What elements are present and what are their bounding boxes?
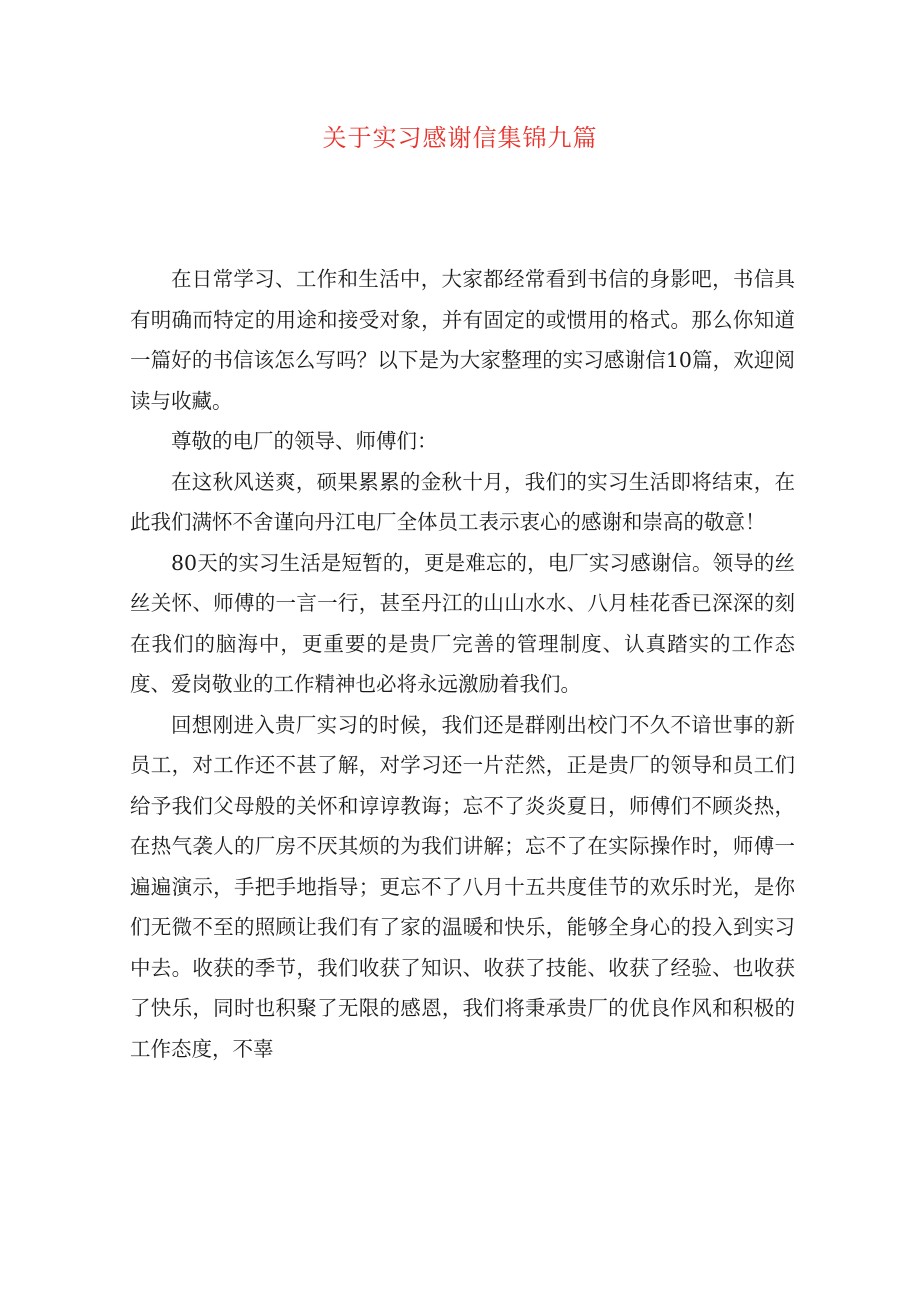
paragraph-intro: 在日常学习、工作和生活中，大家都经常看到书信的身影吧，书信具有明确而特定的用途和接受对象，并有固定的或惯用的格式。那么你知道一篇好的书信该怎么写吗？以下是为大家整理的实习感谢信10篇，欢迎阅读与收藏。 [130, 267, 795, 413]
document-body [130, 259, 795, 1069]
document-title: 关于实习感谢信集锦九篇 [322, 124, 598, 152]
paragraph-salutation: 尊敬的电厂的领导、师傅们： [171, 429, 438, 453]
paragraph-memories: 80天的实习生活是短暂的，更是难忘的，电厂实习感谢信。领导的丝丝关怀、师傅的一言一行，甚至丹江的山山水水、八月桂花香已深深的刻在我们的脑海中，更重要的是贵厂完善的管理制度、认真踏实的工作态度、爱岗敬业的工作精神也必将永远激励着我们。 [130, 550, 795, 696]
paragraph-recollection: 回想刚进入贵厂实习的时候，我们还是群刚出校门不久不谙世事的新员工，对工作还不甚了解，对学习还一片茫然，正是贵厂的领导和员工们给予我们父母般的关怀和谆谆教诲；忘不了炎炎夏日，师傅们不顾炎热，在热气袭人的厂房不厌其烦的为我们讲解；忘不了在实际操作时，师傅一遍遍演示，手把手地指导；更忘不了八月十五共度佳节的欢乐时光，是你们无微不至的照顾让我们有了家的温暖和快乐，能够全身心的投入到实习中去。收获的季节，我们收获了知识、收获了技能、收获了经验、也收获了快乐，同时也积聚了无限的感恩，我们将秉承贵厂的优良作风和积极的工作态度，不辜 [130, 712, 795, 1061]
paragraph-farewell: 在这秋风送爽，硕果累累的金秋十月，我们的实习生活即将结束，在此我们满怀不舍谨向丹江电厂全体员工表示衷心的感谢和崇高的敬意！ [130, 469, 795, 534]
